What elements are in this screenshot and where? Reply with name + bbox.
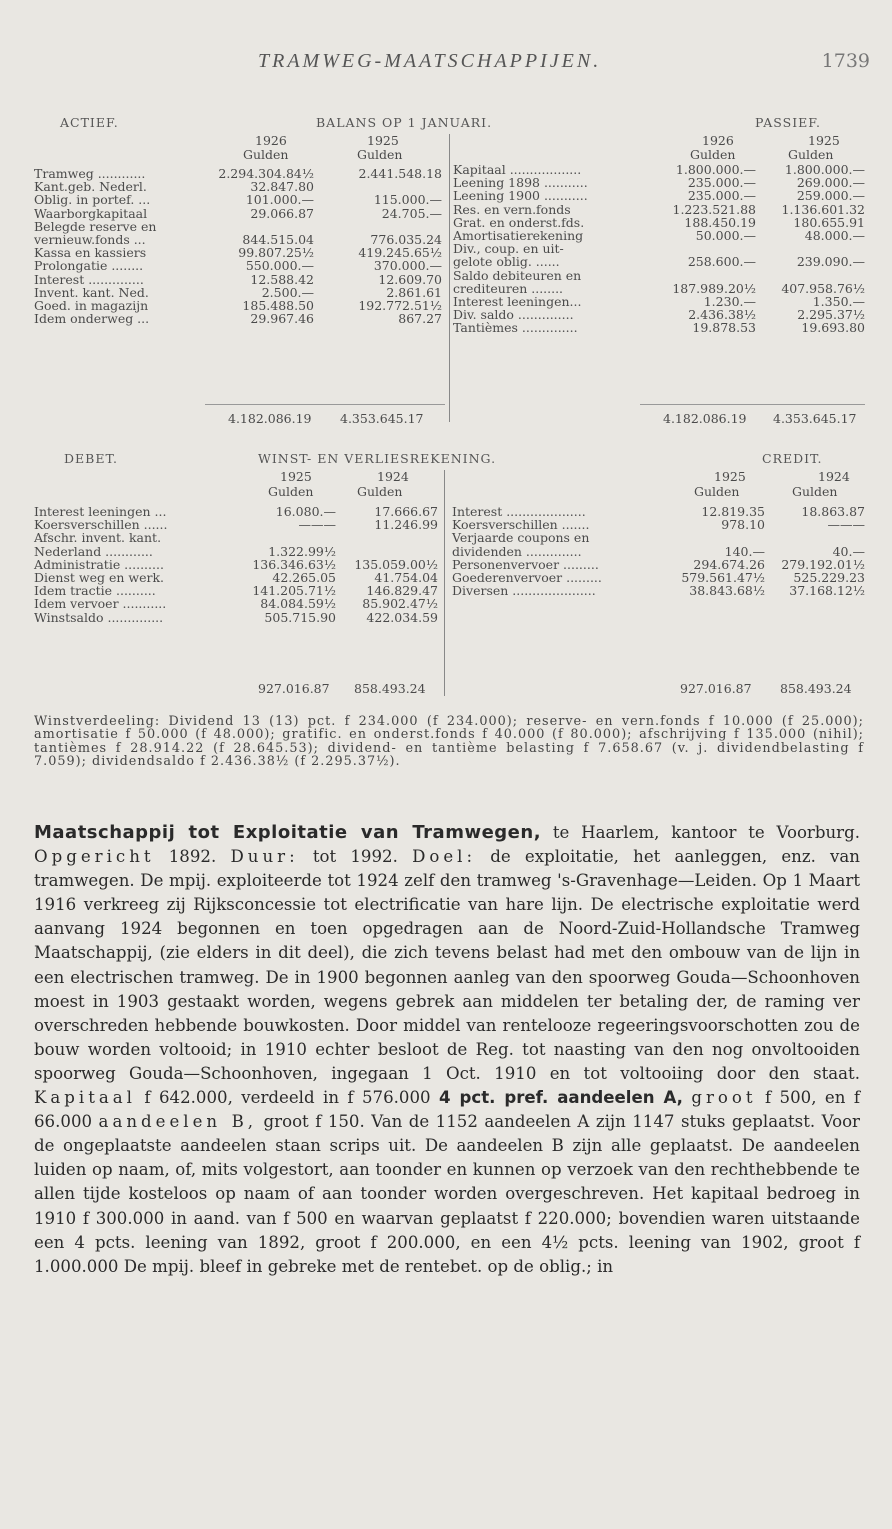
column-divider (444, 470, 445, 696)
balance-right-heading: PASSIEF. (755, 115, 821, 130)
credit-total-1925: 927.016.87 (680, 681, 752, 696)
row-value: 2.861.61 (386, 284, 442, 300)
pl-left-heading: DEBET. (64, 451, 118, 466)
row-value: 12.819.35 (701, 504, 765, 519)
row-label: Dienst weg en werk. (34, 570, 164, 586)
row-value: 419.245.65½ (358, 245, 442, 261)
row-label: Prolongatie ........ (34, 258, 144, 274)
debit-row (34, 545, 438, 558)
liability-row (453, 189, 865, 202)
liability-row (453, 269, 865, 282)
row-label: Diversen ..................... (452, 583, 596, 599)
row-value: 505.715.90 (264, 609, 336, 625)
row-value: 48.000.— (804, 228, 865, 244)
row-value (336, 545, 438, 558)
row-value: 407.958.76½ (781, 280, 865, 296)
col-unit: Gulden (357, 147, 403, 162)
assets-total-1926: 4.182.086.19 (228, 411, 312, 426)
col-year: 1924 (818, 469, 850, 484)
row-value: 776.035.24 (370, 232, 442, 248)
credit-row (452, 531, 865, 544)
balance-title: BALANS OP 1 JANUARI. (316, 115, 493, 130)
row-value: 239.090.— (796, 254, 865, 270)
row-value (655, 531, 765, 544)
row-value: 12.588.42 (250, 271, 314, 287)
asset-row (34, 207, 442, 220)
row-value: 40.— (832, 543, 865, 559)
label-kapitaal: Kapitaal (34, 1088, 136, 1108)
row-value: 32.847.80 (250, 179, 314, 195)
row-label: Idem onderweg ... (34, 311, 150, 327)
row-label: Personenvervoer ......... (452, 556, 599, 572)
row-label: gelote oblig. ...... (453, 254, 560, 270)
row-value: 180.655.91 (793, 214, 865, 230)
row-value: 185.488.50 (242, 298, 314, 314)
row-value (236, 531, 336, 544)
body-text-span: te Haarlem, kantoor te Voorburg. (541, 823, 861, 842)
row-value: 141.205.71½ (252, 583, 336, 599)
liability-row (453, 203, 865, 216)
col-year: 1926 (702, 133, 734, 148)
row-value: 422.034.59 (366, 609, 438, 625)
row-label: Saldo debiteuren en (453, 267, 582, 283)
row-label: Invent. kant. Ned. (34, 284, 149, 300)
debit-row (34, 531, 438, 544)
pl-title: WINST- EN VERLIESREKENING. (258, 451, 497, 466)
liabilities-table (453, 163, 865, 335)
liability-row (453, 255, 865, 268)
row-label: Afschr. invent. kant. (34, 530, 162, 546)
col-unit: Gulden (694, 484, 740, 499)
row-label: Koersverschillen ....... (452, 517, 590, 533)
row-label: Kapitaal .................. (453, 162, 582, 177)
body-text-span: 1892. (154, 847, 231, 867)
row-label: Div., coup. en uit- (453, 241, 564, 257)
row-label: Leening 1898 ........... (453, 175, 588, 191)
row-label: Belegde reserve en (34, 218, 157, 234)
credit-total-1924: 858.493.24 (780, 681, 852, 696)
row-value: 258.600.— (687, 254, 756, 270)
col-unit: Gulden (788, 147, 834, 162)
row-label: Tramweg ............ (34, 166, 146, 181)
row-value: 12.609.70 (378, 271, 442, 287)
row-value: 525.229.23 (793, 570, 865, 586)
credit-table (452, 505, 865, 597)
row-value: 85.902.47½ (362, 596, 438, 612)
debit-total-1925: 927.016.87 (258, 681, 330, 696)
col-unit: Gulden (268, 484, 314, 499)
row-value: 29.066.87 (250, 205, 314, 221)
row-value: 370.000.— (373, 258, 442, 274)
row-label: Interest leeningen ... (34, 504, 167, 519)
row-value: ——— (298, 517, 336, 533)
row-value: 16.080.— (275, 504, 336, 519)
col-year: 1926 (255, 133, 287, 148)
row-value: 269.000.— (796, 175, 865, 191)
row-label: Kant.geb. Nederl. (34, 179, 147, 195)
row-value: 135.059.00½ (354, 556, 438, 572)
row-value: 17.666.67 (374, 504, 438, 519)
col-unit: Gulden (243, 147, 289, 162)
row-value (628, 269, 756, 282)
row-value: 24.705.— (381, 205, 442, 221)
row-value: 1.350.— (812, 294, 865, 310)
row-value: 187.989.20½ (672, 280, 756, 296)
body-text-span: groot f 150. Van de 1152 aandeelen A zijn 1147 stuks geplaatst. Voor de ongeplaatste aandeelen staan scrips uit. De aandeelen B zijn alle geplaatst. De aandeelen luiden op naam, of, mits volgestort, aan toonder en kunnen op verzoek van den rechthebbende te allen tijde kosteloos op naam of aan toonder worden overgeschreven. Het kapitaal bedroeg in 1910 f 300.000 in aand. van f 500 en waarvan geplaatst f 220.000; bovendien waren uitstaande een 4 pcts. leening van 1892, groot f 200.000, en een 4½ pcts. leening van 1902, groot f 1.000.000 De mpij. bleef in gebreke met de rentebet. op de oblig.; in (34, 1112, 860, 1276)
company-name: Maatschappij tot Exploitatie van Tramwegen, (34, 822, 542, 843)
total-rule (640, 404, 865, 405)
profit-distribution-note: Winstverdeeling: Dividend 13 (13) pct. f 234.000 (f 234.000); reserve- en vern.fonds f 10.000 (f 25.000); amortisatie f 50.000 (f 48.000); gratific. en onderst.fonds f 40.000 (f 80.000); afschrijving f 135.000 (nihil); tantièmes f 28.914.22 (f 28.645.53); dividend- en tantième belasting f 7.658.67 (v. j. dividendbelasting f 7.059); dividendsaldo f 2.436.38½ (f 2.295.37½). (34, 714, 864, 770)
row-label: crediteuren ........ (453, 280, 564, 296)
label-doel: Doel: (412, 847, 477, 867)
row-value: 188.450.19 (684, 214, 756, 230)
debit-total-1924: 858.493.24 (354, 681, 426, 696)
col-year: 1924 (377, 469, 409, 484)
row-value: 867.27 (398, 311, 442, 327)
row-value: 50.000.— (695, 228, 756, 244)
col-year: 1925 (280, 469, 312, 484)
row-label: Nederland ............ (34, 543, 153, 559)
row-value: 235.000.— (687, 175, 756, 191)
row-value: 1.223.521.88 (672, 201, 756, 217)
body-text-span: f 642.000, verdeeld in f 576.000 (135, 1088, 440, 1108)
row-value: 18.863.87 (801, 504, 865, 519)
debit-row (34, 597, 438, 610)
credit-row (452, 584, 865, 597)
row-value: 1.322.99½ (268, 543, 336, 559)
asset-row (34, 193, 442, 206)
row-value: 844.515.04 (242, 232, 314, 248)
row-label: Kassa en kassiers (34, 245, 147, 261)
row-value: 1.800.000.— (784, 162, 865, 177)
row-label: dividenden .............. (452, 543, 582, 559)
row-value: 978.10 (721, 517, 765, 533)
body-text-span: f 500, en f 66.000 (34, 1088, 860, 1132)
row-label: Div. saldo .............. (453, 307, 574, 323)
row-label: Amortisatierekening (453, 228, 584, 244)
body-text-span: de exploitatie, het aanleggen, enz. van tramwegen. De mpij. exploiteerde tot 1924 zelf den tramweg 's-Gravenhage—Leiden. Op 1 Maart 1916 verkreeg zij Rijksconcessie tot electrificatie van hare lijn. De electrische exploitatie werd aanvang 1924 begonnen en toen opgedragen aan de Noord-Zuid-Hollandsche Tramweg Maatschappij, (zie elders in dit deel), die zich tevens belast had met den ombouw van de lijn in een electrischen tramweg. De in 1900 begonnen aanleg van den spoorweg Gouda—Schoonhoven moest in 1903 gestaakt worden, wegens gebrek aan middelen ter betaling der, de raming ver overschreden hebbende bouwkosten. Door middel van rentelooze regeeringsvoorschotten zou de bouw worden voltooid; in 1910 echter besloot de Reg. tot naasting van den nog onvoltooiden spoorweg Gouda—Schoonhoven, ingegaan 1 Oct. 1910 en tot voltooiing door den staat. (34, 847, 860, 1083)
col-unit: Gulden (357, 484, 403, 499)
row-value: 294.674.26 (693, 556, 765, 572)
row-label: Administratie .......... (34, 556, 164, 572)
assets-total-1925: 4.353.645.17 (340, 411, 424, 426)
row-value: 41.754.04 (374, 570, 438, 586)
col-unit: Gulden (792, 484, 838, 499)
debit-table (34, 505, 438, 624)
label-groot: groot (691, 1088, 757, 1108)
row-value: 84.084.59½ (260, 596, 336, 612)
row-value: 579.561.47½ (681, 570, 765, 586)
row-value (765, 531, 865, 544)
company-description (34, 821, 860, 1279)
row-value: 19.693.80 (801, 320, 865, 336)
row-value: 1.800.000.— (675, 162, 756, 177)
row-label: Verjaarde coupons en (452, 530, 590, 546)
col-year: 1925 (367, 133, 399, 148)
row-value: 1.136.601.32 (781, 201, 865, 217)
row-label: Interest .............. (34, 271, 144, 287)
row-value: 2.295.37½ (797, 307, 865, 323)
page-header (0, 50, 892, 80)
row-value: ——— (827, 517, 865, 533)
row-value: 2.436.38½ (688, 307, 756, 323)
row-value: 259.000.— (796, 188, 865, 204)
row-value: 1.230.— (703, 294, 756, 310)
label-aandeelen-b: aandeelen B, (98, 1112, 258, 1132)
row-value: 2.500.— (261, 284, 314, 300)
label-opgericht: Opgericht (34, 847, 155, 867)
row-label: Winstsaldo .............. (34, 609, 164, 625)
row-label: Tantièmes .............. (453, 320, 578, 336)
row-value: 235.000.— (687, 188, 756, 204)
col-unit: Gulden (690, 147, 736, 162)
row-label: Idem tractie .......... (34, 583, 156, 599)
column-divider (449, 134, 450, 422)
row-value: 140.— (724, 543, 765, 559)
row-value: 550.000.— (245, 258, 314, 274)
row-value: 2.441.548.18 (358, 166, 442, 181)
total-rule (205, 404, 445, 405)
row-value: 146.829.47 (366, 583, 438, 599)
asset-row (34, 259, 442, 272)
liabilities-total-1926: 4.182.086.19 (663, 411, 747, 426)
row-label: Goederenvervoer ......... (452, 570, 602, 586)
row-value: 42.265.05 (272, 570, 336, 586)
row-label: Koersverschillen ...... (34, 517, 168, 533)
row-value: 115.000.— (373, 192, 442, 208)
row-value: 38.843.68½ (689, 583, 765, 599)
row-value: 136.346.63½ (252, 556, 336, 572)
row-value: 11.246.99 (374, 517, 438, 533)
body-text-span: tot 1992. (298, 847, 413, 867)
col-year: 1925 (714, 469, 746, 484)
row-value: 19.878.53 (692, 320, 756, 336)
row-label: Interest leeningen... (453, 294, 582, 310)
row-label: Interest .................... (452, 504, 586, 519)
row-label: Goed. in magazijn (34, 298, 149, 314)
row-value: 99.807.25½ (238, 245, 314, 261)
running-title: TRAMWEG-MAATSCHAPPIJEN. (258, 50, 602, 72)
row-value: 2.294.304.84½ (218, 166, 314, 181)
row-label: Leening 1900 ........... (453, 188, 588, 204)
row-label: Idem vervoer ........... (34, 596, 167, 612)
credit-row (452, 545, 865, 558)
row-label: Waarborgkapitaal (34, 205, 148, 221)
row-value: 29.967.46 (250, 311, 314, 327)
label-pref-shares: 4 pct. pref. aandeelen A, (439, 1088, 683, 1108)
liabilities-total-1925: 4.353.645.17 (773, 411, 857, 426)
row-value (756, 269, 865, 282)
row-label: vernieuw.fonds ... (34, 232, 146, 248)
row-value (336, 531, 438, 544)
row-value: 37.168.12½ (789, 583, 865, 599)
row-value: 192.772.51½ (358, 298, 442, 314)
row-value: 279.192.01½ (781, 556, 865, 572)
label-duur: Duur: (230, 847, 299, 867)
debit-row (34, 611, 438, 624)
row-label: Grat. en onderst.fds. (453, 214, 585, 230)
liability-row (453, 321, 865, 334)
asset-row (34, 273, 442, 286)
asset-row (34, 312, 442, 325)
assets-table (34, 167, 442, 325)
balance-left-heading: ACTIEF. (60, 115, 119, 130)
row-value: 101.000.— (245, 192, 314, 208)
row-label: Oblig. in portef. ... (34, 192, 151, 208)
pl-right-heading: CREDIT. (762, 451, 823, 466)
col-year: 1925 (808, 133, 840, 148)
page-number: 1739 (821, 50, 870, 72)
row-label: Res. en vern.fonds (453, 201, 571, 217)
